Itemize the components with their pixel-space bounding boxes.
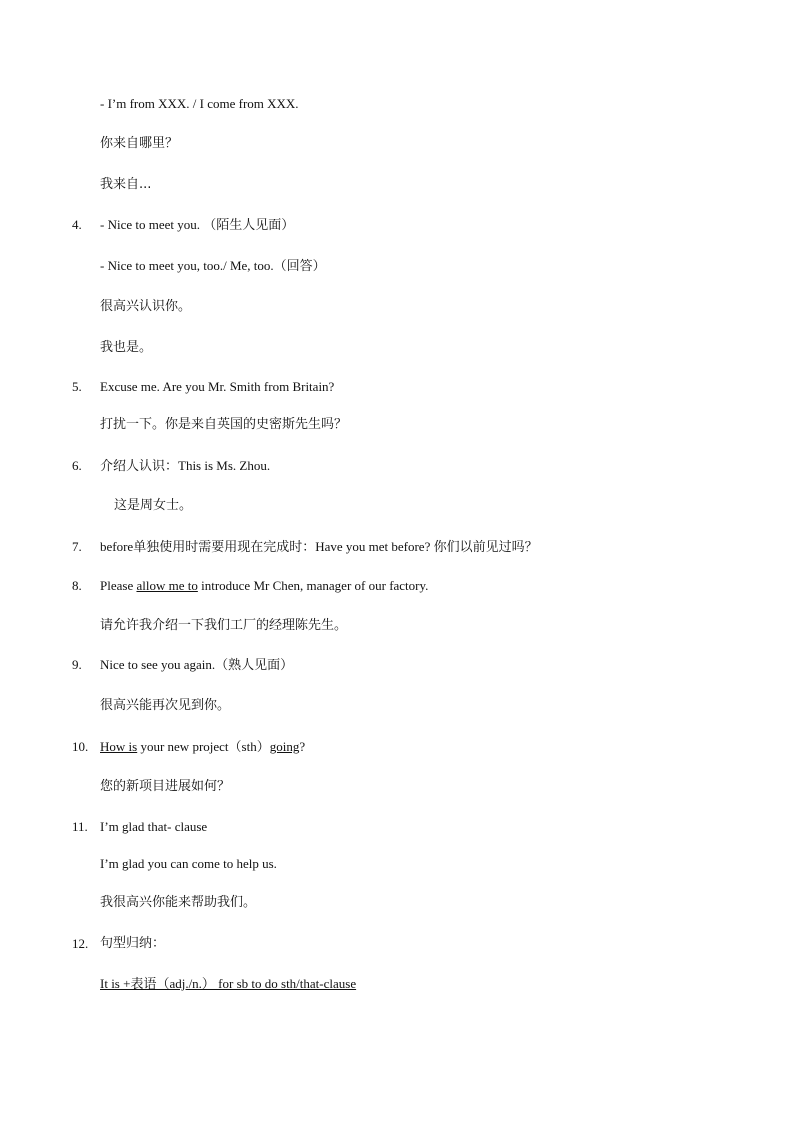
item-number: 8. bbox=[72, 578, 82, 593]
text-run: ? bbox=[299, 739, 306, 754]
underlined-phrase: allow me to bbox=[136, 578, 198, 593]
item-number: 10. bbox=[72, 739, 89, 754]
item-number: 7. bbox=[72, 539, 82, 554]
text-line: 我来自... bbox=[100, 177, 152, 192]
item-number: 11. bbox=[72, 819, 88, 834]
text-line: - Nice to meet you. （陌生人见面） bbox=[100, 217, 295, 232]
text-line: 您的新项目进展如何？ bbox=[100, 779, 231, 794]
item-number: 9. bbox=[72, 657, 82, 672]
text-line bbox=[100, 738, 305, 756]
text-line: 介绍人认识：This is Ms. Zhou. bbox=[100, 458, 271, 473]
item-number: 6. bbox=[72, 458, 82, 473]
text-line: 很高兴能再次见到你。 bbox=[100, 698, 231, 713]
item-number: 5. bbox=[72, 379, 82, 394]
text-run: Please bbox=[100, 578, 137, 593]
item-number: 12. bbox=[72, 936, 89, 951]
text-line: 打扰一下。你是来自英国的史密斯先生吗？ bbox=[100, 417, 348, 432]
text-line: 我很高兴你能来帮助我们。 bbox=[100, 895, 257, 910]
item-number: 4. bbox=[72, 217, 82, 232]
text-line: I’m glad that- clause bbox=[100, 819, 208, 834]
underlined-phrase: going bbox=[269, 739, 300, 754]
text-line: 这是周女士。 bbox=[114, 498, 193, 513]
text-line: 我也是。 bbox=[100, 340, 153, 355]
text-line: I’m glad you can come to help us. bbox=[100, 856, 277, 871]
text-line: Nice to see you again.（熟人见面） bbox=[100, 657, 294, 672]
text-line: before单独使用时需要用现在完成时：Have you met before? 你们以前见过吗？ bbox=[100, 539, 538, 554]
underlined-formula: It is +表语（adj./n.） for sb to do sth/that-clause bbox=[100, 976, 357, 991]
text-line bbox=[100, 577, 428, 595]
text-line: 请允许我介绍一下我们工厂的经理陈先生。 bbox=[100, 618, 348, 633]
text-run: your new project（sth） bbox=[137, 739, 270, 754]
underlined-phrase: How is bbox=[100, 739, 138, 754]
text-line: 你来自哪里？ bbox=[100, 136, 179, 151]
text-line: 句型归纳： bbox=[100, 936, 166, 951]
text-line: Excuse me. Are you Mr. Smith from Britain? bbox=[100, 379, 335, 394]
text-line: - Nice to meet you, too./ Me, too.（回答） bbox=[100, 258, 326, 273]
text-run: introduce Mr Chen, manager of our factory. bbox=[197, 578, 429, 593]
text-line: 很高兴认识你。 bbox=[100, 299, 192, 314]
text-line: - I’m from XXX. / I come from XXX. bbox=[100, 96, 299, 111]
